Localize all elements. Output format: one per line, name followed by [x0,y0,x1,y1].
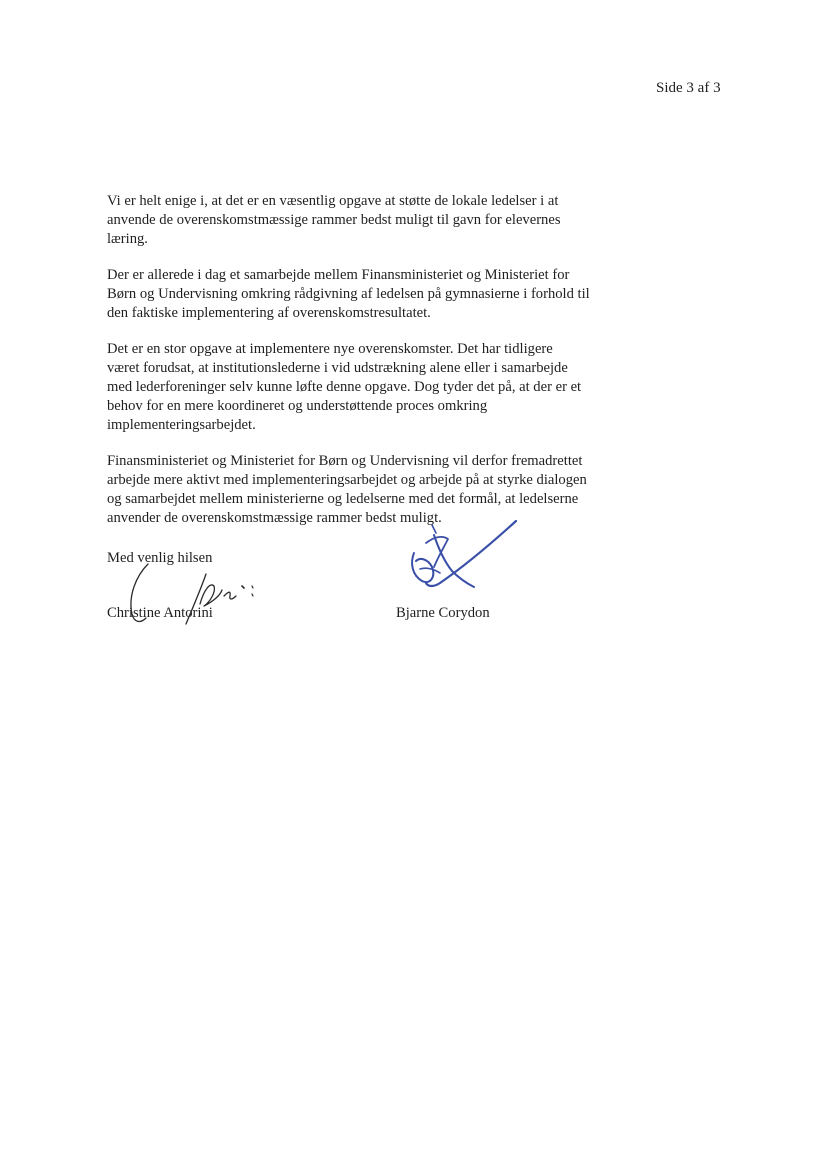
paragraph-2 [107,266,622,323]
text-line: Det er en stor opgave at implementere nye overenskomster. Det har tidligere [107,341,553,357]
text-line: Der er allerede i dag et samarbejde mellem Finansministeriet og Ministeriet for [107,267,570,283]
text-line: Børn og Undervisning omkring rådgivning af ledelsen på gymnasierne i forhold til [107,286,590,302]
signature-stroke [252,586,253,596]
text-line: den faktiske implementering af overenskomstresultatet. [107,305,431,321]
page-number: Side 3 af 3 [656,80,721,96]
signature-stroke [200,585,222,606]
signature-stroke [412,553,433,582]
text-line: og samarbejdet mellem ministerierne og ledelserne med det formål, at ledelserne [107,491,579,507]
text-line: implementeringsarbejdet. [107,417,256,433]
text-line: læring. [107,231,148,247]
text-line: anvende de overenskomstmæssige rammer bedst muligt til gavn for elevernes [107,212,561,228]
signatory-name-left: Christine Antorini [107,605,213,621]
text-line: arbejde mere aktivt med implementeringsarbejdet og arbejde på at styrke dialogen [107,472,587,488]
text-line: Finansministeriet og Ministeriet for Børn og Undervisning vil derfor fremadrettet [107,453,583,469]
text-line: anvender de overenskomstmæssige rammer bedst muligt. [107,510,442,526]
paragraph-3 [107,340,622,435]
text-line: været forudsat, at institutionslederne i vid udstrækning alene eller i samarbejde [107,360,568,376]
paragraph-1 [107,192,622,249]
text-line: behov for en mere koordineret og understøttende proces omkring [107,398,488,414]
signature-stroke [242,586,244,588]
letter-body [107,192,622,545]
text-line: med lederforeninger selv kunne løfte denne opgave. Dog tyder det på, at der er et [107,379,582,395]
paragraph-4 [107,452,622,528]
text-line: Vi er helt enige i, at det er en væsentlig opgave at støtte de lokale ledelser i at [107,193,559,209]
closing-greeting: Med venlig hilsen [107,550,213,566]
signatory-name-right: Bjarne Corydon [396,605,490,621]
signature-stroke [224,592,236,599]
